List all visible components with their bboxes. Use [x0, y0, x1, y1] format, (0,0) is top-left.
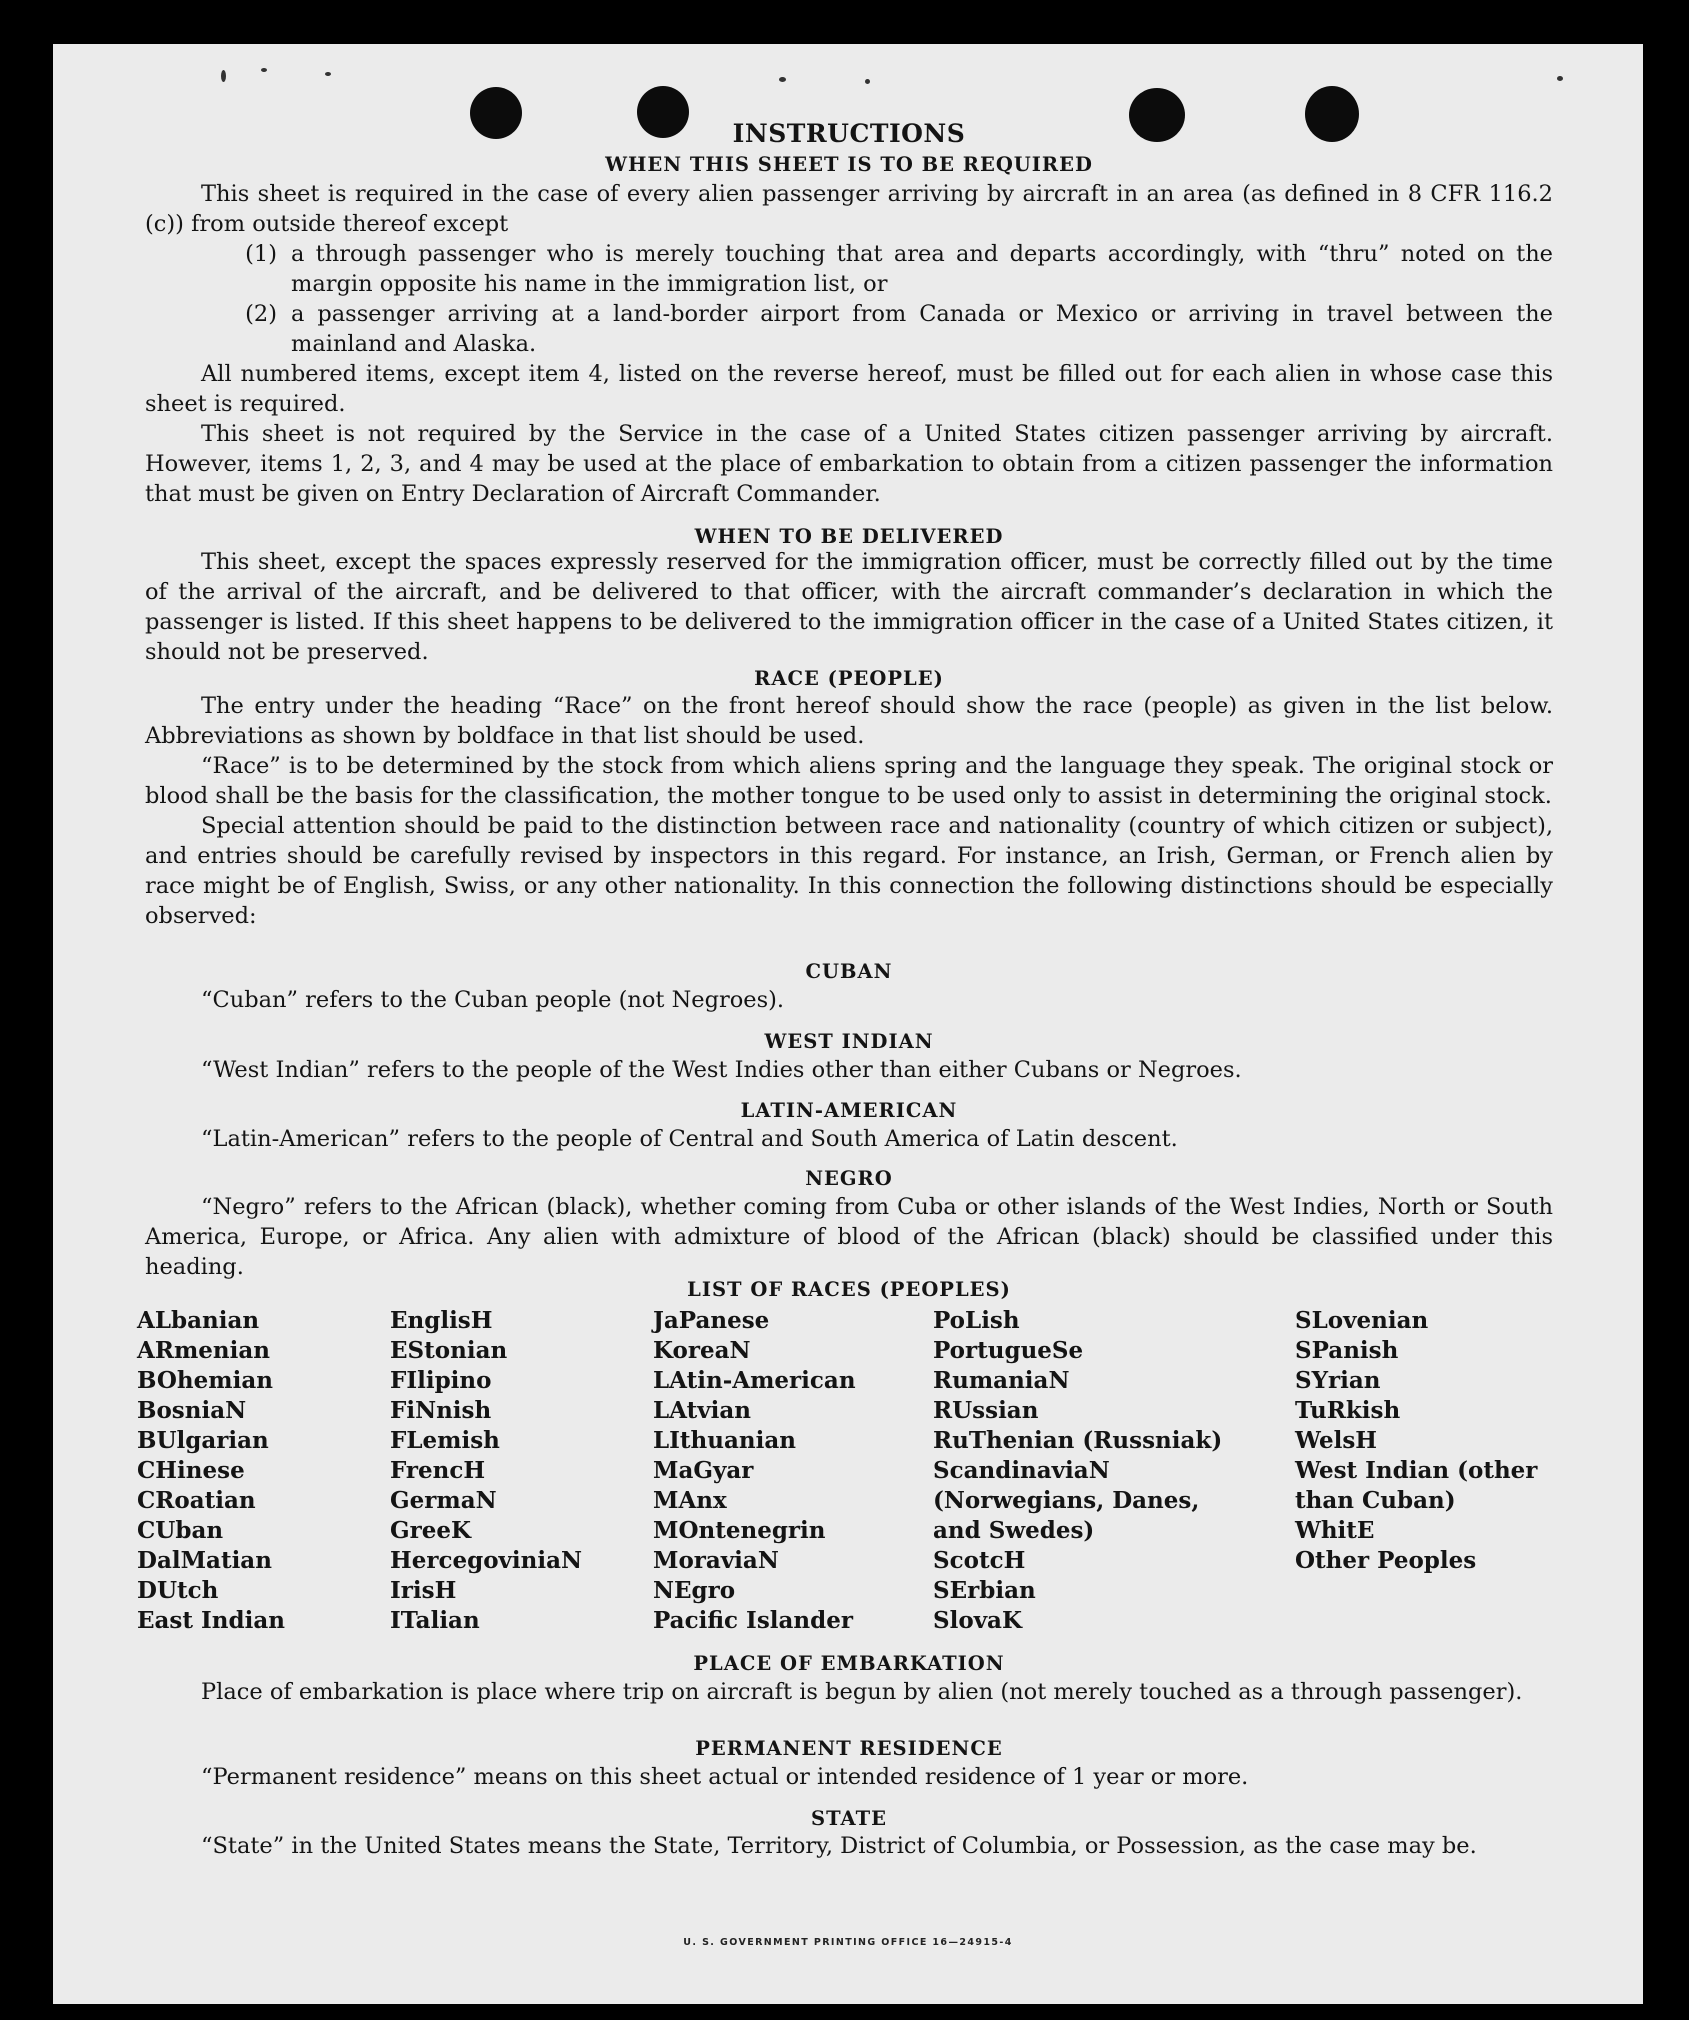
race-entry: ScandinaviaN (Norwegians, Danes, and Swedes): [933, 1457, 1200, 1544]
race-entry: PortugueSe: [933, 1337, 1084, 1364]
race-entry: LAtvian: [653, 1397, 751, 1424]
race-entry: JaPanese: [653, 1307, 770, 1334]
heading-when-required: WHEN THIS SHEET IS TO BE REQUIRED: [605, 153, 1093, 176]
race-entry: FLemish: [390, 1427, 500, 1454]
heading-permanent-residence: PERMANENT RESIDENCE: [695, 1737, 1003, 1760]
west-indian-block: [145, 1055, 1553, 1085]
race-entry: FiNnish: [390, 1397, 492, 1424]
race-entry: SYrian: [1295, 1367, 1381, 1394]
speck: [1557, 76, 1563, 81]
latin-american-text: “Latin-American” refers to the people of Central and South America of Latin descent.: [201, 1126, 1178, 1152]
race-entry: NEgro: [653, 1577, 736, 1604]
race-entry: ALbanian: [137, 1307, 260, 1334]
races-column-5: [1295, 1306, 1557, 1576]
race-entry: HercegoviniaN: [390, 1547, 583, 1574]
cuban-text: “Cuban” refers to the Cuban people (not Negroes).: [201, 987, 785, 1013]
numbered-items-paragraph: All numbered items, except item 4, listed on the reverse hereof, must be filled out for each alien in whose case this sheet is required.: [145, 361, 1553, 417]
item-text: a through passenger who is merely touching that area and departs accordingly, with “thru” noted on the margin opposite his name in the immigration list, or: [291, 241, 1553, 297]
race-entry: SLovenian: [1295, 1307, 1429, 1334]
speck: [779, 77, 786, 82]
race-entry: DalMatian: [137, 1547, 272, 1574]
race-entry: GreeK: [390, 1517, 472, 1544]
delivered-paragraph: This sheet, except the spaces expressly reserved for the immigration officer, must be correctly filled out by the time of the arrival of the aircraft, and be delivered to that officer, with the aircraft commander’s declaration in which the passenger is listed. If this sheet happens to be delivered to the immigration officer in the case of a United States citizen, it should not be preserved.: [145, 549, 1553, 665]
cuban-block: [145, 985, 1553, 1015]
heading-latin-american: LATIN-AMERICAN: [740, 1099, 958, 1122]
race-entry: BosniaN: [137, 1397, 247, 1424]
race-entry: WhitE: [1295, 1517, 1375, 1544]
race-entry: RuThenian (Russniak): [933, 1427, 1223, 1454]
exception-item: [145, 299, 1553, 359]
race-entry: IrisH: [390, 1577, 457, 1604]
race-entry: EnglisH: [390, 1307, 493, 1334]
heading-race: RACE (PEOPLE): [754, 667, 944, 690]
state-block: [145, 1831, 1553, 1861]
race-entry: DUtch: [137, 1577, 219, 1604]
printer-imprint: U. S. GOVERNMENT PRINTING OFFICE 16—24915-4: [683, 1937, 1013, 1948]
race-entry: CUban: [137, 1517, 224, 1544]
race-entry: PoLish: [933, 1307, 1020, 1334]
race-entry: ScotcH: [933, 1547, 1026, 1574]
race-entry: West Indian (other than Cuban): [1295, 1457, 1538, 1514]
race-entry: SlovaK: [933, 1607, 1022, 1634]
race-entry: EStonian: [390, 1337, 508, 1364]
races-column-3: [653, 1306, 856, 1636]
speck: [325, 72, 331, 76]
document-page: [53, 44, 1643, 2004]
exception-item: [145, 239, 1553, 299]
heading-list-of-races: LIST OF RACES (PEOPLES): [687, 1278, 1011, 1301]
race-entry: SPanish: [1295, 1337, 1399, 1364]
races-column-4: [933, 1306, 1223, 1636]
race-entry: Other Peoples: [1295, 1547, 1477, 1574]
residence-text: “Permanent residence” means on this sheet actual or intended residence of 1 year or more.: [201, 1764, 1249, 1790]
heading-embarkation: PLACE OF EMBARKATION: [693, 1652, 1005, 1675]
race-entry: FrencH: [390, 1457, 486, 1484]
race-entry: WelsH: [1295, 1427, 1378, 1454]
race-entry: MaGyar: [653, 1457, 754, 1484]
page-title: INSTRUCTIONS: [732, 119, 966, 148]
race-entry: GermaN: [390, 1487, 497, 1514]
race-entry: MOntenegrin: [653, 1517, 826, 1544]
embarkation-block: [145, 1677, 1553, 1707]
race-block: [145, 691, 1553, 931]
race-entry: Pacific Islander: [653, 1607, 853, 1634]
race-entry: CRoatian: [137, 1487, 256, 1514]
west-indian-text: “West Indian” refers to the people of the West Indies other than either Cubans or Negroes.: [201, 1057, 1242, 1083]
heading-west-indian: WEST INDIAN: [764, 1030, 934, 1053]
intro-paragraph: This sheet is required in the case of every alien passenger arriving by aircraft in an area (as defined in 8 CFR 116.2 (c)) from outside thereof except: [145, 181, 1553, 237]
race-entry: CHinese: [137, 1457, 245, 1484]
races-column-1: [137, 1306, 285, 1636]
state-text: “State” in the United States means the State, Territory, District of Columbia, or Possession, as the case may be.: [201, 1833, 1477, 1859]
race-entry: SErbian: [933, 1577, 1036, 1604]
race-entry: ARmenian: [137, 1337, 271, 1364]
race-entry: FIlipino: [390, 1367, 492, 1394]
heading-cuban: CUBAN: [805, 960, 893, 983]
item-number: (1): [245, 241, 277, 267]
race-paragraph-2: “Race” is to be determined by the stock from which aliens spring and the language they speak. The original stock or blood shall be the basis for the classification, the mother tongue to be used only to assist in determining the original stock.: [145, 753, 1553, 809]
races-column-2: [390, 1306, 582, 1636]
race-entry: BOhemian: [137, 1367, 273, 1394]
race-entry: KoreaN: [653, 1337, 751, 1364]
race-paragraph-3: Special attention should be paid to the distinction between race and nationality (country of which citizen or subject), and entries should be carefully revised by inspectors in this regard. For instance, an Irish, German, or French alien by race might be of English, Swiss, or any other nationality. In this connection the following distinctions should be especially observed:: [145, 813, 1553, 929]
heading-negro: NEGRO: [805, 1167, 893, 1190]
race-entry: ITalian: [390, 1607, 480, 1634]
race-entry: RumaniaN: [933, 1367, 1070, 1394]
residence-block: [145, 1762, 1553, 1792]
when-required-block: [145, 179, 1553, 509]
embarkation-text: Place of embarkation is place where trip on aircraft is begun by alien (not merely touched as a through passenger).: [201, 1679, 1523, 1705]
item-text: a passenger arriving at a land-border airport from Canada or Mexico or arriving in travel between the mainland and Alaska.: [291, 301, 1553, 357]
race-entry: LIthuanian: [653, 1427, 796, 1454]
citizen-paragraph: This sheet is not required by the Service in the case of a United States citizen passenger arriving by aircraft. However, items 1, 2, 3, and 4 may be used at the place of embarkation to obtain from a citizen passenger the information that must be given on Entry Declaration of Aircraft Commander.: [145, 421, 1553, 507]
heading-when-delivered: WHEN TO BE DELIVERED: [694, 525, 1004, 548]
race-entry: RUssian: [933, 1397, 1039, 1424]
race-entry: MAnx: [653, 1487, 727, 1514]
race-entry: BUlgarian: [137, 1427, 269, 1454]
race-entry: MoraviaN: [653, 1547, 779, 1574]
race-entry: LAtin-American: [653, 1367, 856, 1394]
item-number: (2): [245, 301, 277, 327]
speck: [221, 70, 226, 82]
speck: [261, 68, 267, 72]
heading-state: STATE: [811, 1807, 887, 1830]
latin-american-block: [145, 1124, 1553, 1154]
race-entry: East Indian: [137, 1607, 285, 1634]
race-entry: TuRkish: [1295, 1397, 1401, 1424]
negro-block: [145, 1192, 1553, 1282]
race-paragraph-1: The entry under the heading “Race” on the front hereof should show the race (people) as given in the list below. Abbreviations as shown by boldface in that list should be used.: [145, 693, 1553, 749]
when-delivered-block: [145, 547, 1553, 667]
negro-text: “Negro” refers to the African (black), whether coming from Cuba or other islands of the West Indies, North or South America, Europe, or Africa. Any alien with admixture of blood of the African (black) should be classified under this heading.: [145, 1194, 1553, 1280]
speck: [865, 79, 870, 84]
